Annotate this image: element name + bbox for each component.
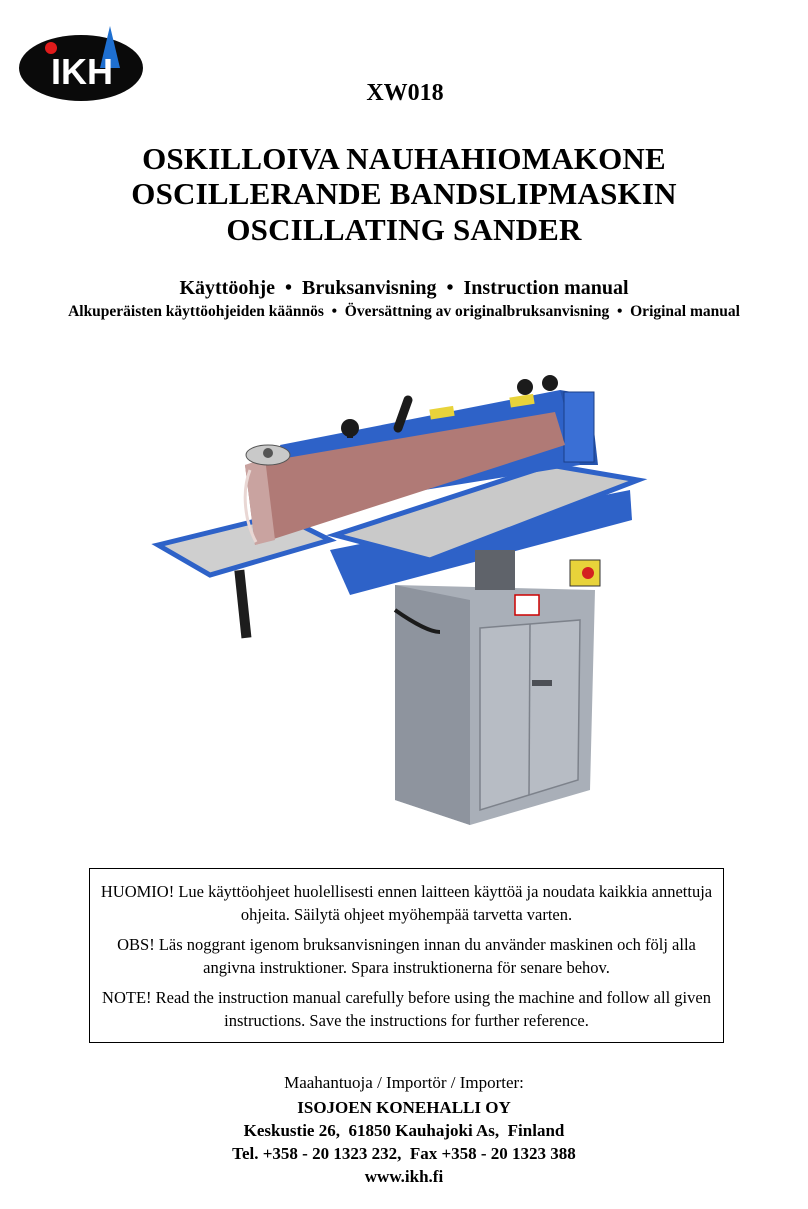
sander-machine-image bbox=[150, 370, 650, 830]
title-finnish: OSKILLOIVA NAUHAHIOMAKONE bbox=[142, 141, 666, 176]
importer-phone: Tel. +358 - 20 1323 232, Fax +358 - 20 1323 388 bbox=[232, 1144, 576, 1163]
manual-type: Käyttöohje • Bruksanvisning • Instruction manual bbox=[179, 277, 629, 299]
importer-company: ISOJOEN KONEHALLI OY bbox=[297, 1098, 511, 1117]
notice-swedish: OBS! Läs noggrant igenom bruksanvisningen innan du använder maskinen och följ alla angivna instruktioner. Spara instruktionerna för senare behov. bbox=[117, 935, 696, 977]
notice-english: NOTE! Read the instruction manual carefully before using the machine and follow all given instructions. Save the instructions for further reference. bbox=[102, 988, 711, 1030]
notice-finnish: HUOMIO! Lue käyttöohjeet huolellisesti ennen laitteen käyttöä ja noudata kaikkia annettuja ohjeita. Säilytä ohjeet myöhempää tarvetta varten. bbox=[100, 882, 713, 924]
model-number: XW018 bbox=[366, 80, 444, 106]
logo-text: IKH bbox=[51, 51, 113, 92]
importer-website: www.ikh.fi bbox=[364, 1167, 444, 1186]
title-english: OSCILLATING SANDER bbox=[226, 212, 582, 247]
warning-notice-box bbox=[89, 868, 724, 1043]
importer-label: Maahantuoja / Importör / Importer: bbox=[284, 1073, 524, 1092]
title-swedish: OSCILLERANDE BANDSLIPMASKIN bbox=[131, 176, 677, 211]
ikh-logo bbox=[18, 22, 148, 102]
importer-address: Keskustie 26, 61850 Kauhajoki As, Finland bbox=[243, 1121, 565, 1140]
translation-note: Alkuperäisten käyttöohjeiden käännös • Översättning av originalbruksanvisning • Original manual bbox=[68, 303, 740, 320]
